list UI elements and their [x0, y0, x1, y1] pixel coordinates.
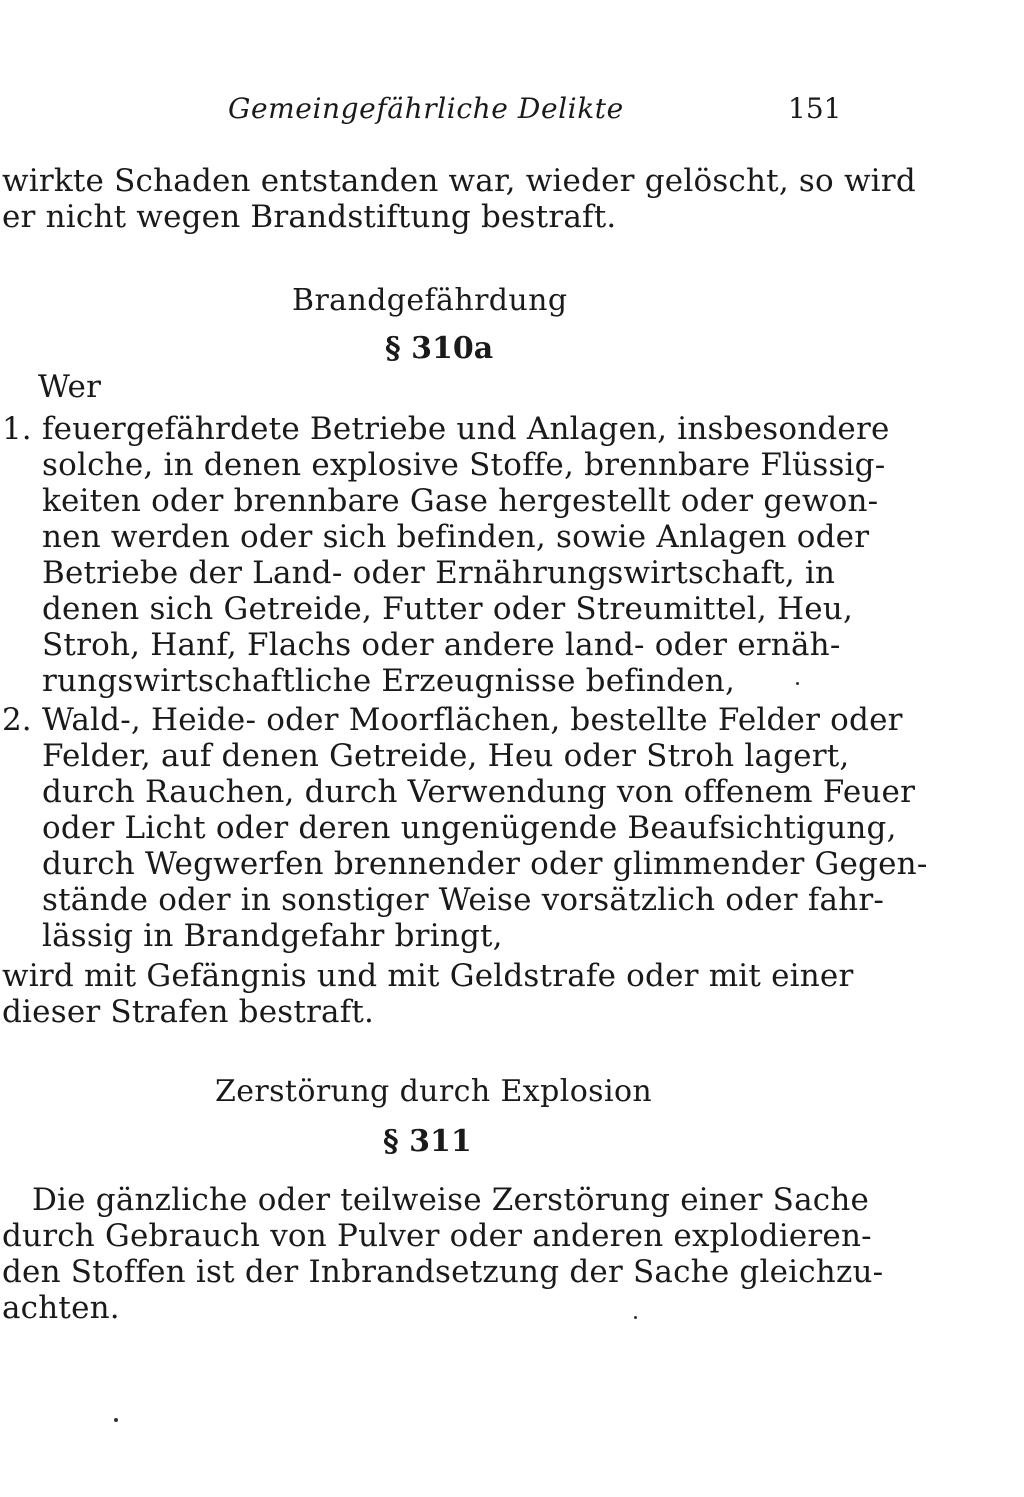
scan-speck — [796, 682, 799, 685]
page-number: 151 — [788, 92, 842, 125]
text-line: wird mit Gefängnis und mit Geldstrafe oder mit einer — [2, 958, 854, 994]
list-item-number: 1. — [2, 411, 32, 447]
list-item-line: feuergefährdete Betriebe und Anlagen, insbesondere — [42, 411, 890, 447]
scan-speck — [634, 1316, 637, 1319]
text-line: den Stoffen ist der Inbrandsetzung der Sache gleichzu- — [2, 1254, 884, 1290]
list-item-line: stände oder in sonstiger Weise vorsätzlich oder fahr- — [42, 882, 885, 918]
text-line: dieser Strafen bestraft. — [2, 994, 375, 1030]
text-line: Die gänzliche oder teilweise Zerstörung einer Sache — [32, 1182, 870, 1218]
list-item-line: solche, in denen explosive Stoffe, brennbare Flüssig- — [42, 447, 886, 483]
list-item-line: oder Licht oder deren ungenügende Beaufsichtigung, — [42, 810, 897, 846]
list-item-line: denen sich Getreide, Futter oder Streumittel, Heu, — [42, 591, 854, 627]
text-line: er nicht wegen Brandstiftung bestraft. — [2, 199, 617, 235]
running-header-title: Gemeingefährliche Delikte — [228, 92, 624, 125]
list-item-line: Betriebe der Land- oder Ernährungswirtschaft, in — [42, 555, 836, 591]
list-item-line: lässig in Brandgefahr bringt, — [42, 918, 503, 954]
list-item-line: nen werden oder sich befinden, sowie Anlagen oder — [42, 519, 870, 555]
list-item-line: Stroh, Hanf, Flachs oder andere land- oder ernäh- — [42, 627, 841, 663]
section-heading-brandgefaehrdung: Brandgefährdung — [292, 283, 568, 318]
lead-word: Wer — [38, 369, 102, 405]
paragraph-number-311: § 311 — [383, 1124, 472, 1159]
list-item-line: Wald-, Heide- oder Moorflächen, bestellte Felder oder — [42, 702, 903, 738]
paragraph-number-310a: § 310a — [385, 331, 494, 366]
list-item-line: rungswirtschaftliche Erzeugnisse befinden, — [42, 663, 736, 699]
section-heading-zerstoerung: Zerstörung durch Explosion — [215, 1074, 653, 1109]
list-item-line: durch Wegwerfen brennender oder glimmender Gegen- — [42, 846, 928, 882]
text-line: durch Gebrauch von Pulver oder anderen explodieren- — [2, 1218, 872, 1254]
text-line: wirkte Schaden entstanden war, wieder gelöscht, so wird — [2, 163, 916, 199]
scan-speck — [114, 1418, 118, 1422]
list-item-line: durch Rauchen, durch Verwendung von offenem Feuer — [42, 774, 916, 810]
list-item-line: keiten oder brennbare Gase hergestellt oder gewon- — [42, 483, 879, 519]
text-line: achten. — [2, 1290, 120, 1326]
list-item-line: Felder, auf denen Getreide, Heu oder Stroh lagert, — [42, 738, 850, 774]
list-item-number: 2. — [2, 702, 32, 738]
